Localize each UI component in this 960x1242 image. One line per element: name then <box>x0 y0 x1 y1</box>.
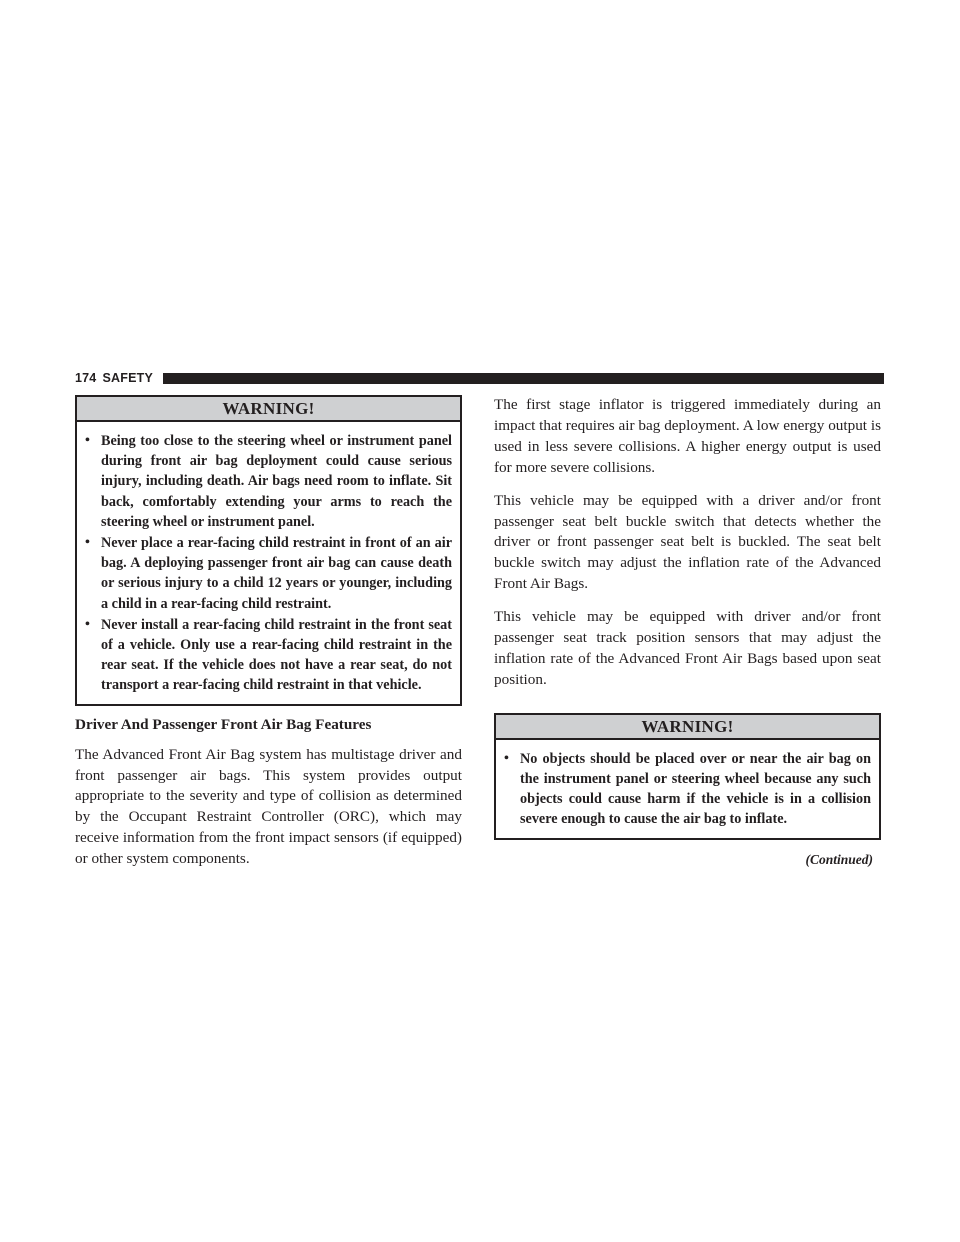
warning-box-left <box>75 395 462 706</box>
page-number: 174 <box>75 371 97 385</box>
body-paragraph: This vehicle may be equipped with a driver and/or front passenger seat belt buckle switch that detects whether the driver or front passenger seat belt is buckled. The seat belt buckle switch may adjust the inflation rate of the Advanced Front Air Bags. <box>494 491 881 593</box>
bullet-icon: • <box>85 433 90 448</box>
warning-item <box>85 431 452 532</box>
body-paragraph: The first stage inflator is triggered immediately during an impact that requires air bag deployment. A low energy output is used in less severe collisions. A higher energy output is used for more severe collisions. <box>494 396 881 476</box>
bullet-icon: • <box>85 616 90 632</box>
header-rule <box>163 373 884 384</box>
warning-text: Never install a rear-facing child restraint in the front seat of a vehicle. Only use a rear-facing child restraint in the rear seat. If the vehicle does not have a rear seat, do not transport a rear-facing child restraint in that vehicle. <box>101 616 452 694</box>
warning-text: No objects should be placed over or near the air bag on the instrument panel or steering wheel because any such objects could cause harm if the vehicle is in a collision severe enough to cause the air bag to inflate. <box>520 750 871 828</box>
page-header <box>75 370 884 386</box>
right-column <box>494 395 881 869</box>
left-column <box>75 395 462 880</box>
continued-note: (Continued) <box>805 851 873 867</box>
warning-item <box>85 533 452 614</box>
warning-list <box>77 422 460 704</box>
warning-item <box>504 749 871 830</box>
warning-text: Never place a rear-facing child restraint in front of an air bag. A deploying passenger front air bag can cause death or serious injury to a child 12 years or younger, including a child in a rear-facing child restraint. <box>101 535 452 612</box>
body-paragraph: The Advanced Front Air Bag system has multistage driver and front passenger air bags. This system provides output appropriate to the severity and type of collision as determined by the Occupant Restraint Controller (ORC), which may receive information from the front impact sensors (if equipped) or other system components. <box>75 745 462 868</box>
warning-list <box>496 740 879 838</box>
section-title: SAFETY <box>102 371 153 385</box>
warning-text: Being too close to the steering wheel or instrument panel during front air bag deployment could cause serious injury, including death. Air bags need room to inflate. Sit back, comfortably extending your arms to reach the steering wheel or instrument panel. <box>101 433 452 530</box>
warning-title: WARNING! <box>496 715 879 740</box>
warning-box-right <box>494 713 881 840</box>
body-paragraph: This vehicle may be equipped with driver and/or front passenger seat track position sensors that may adjust the inflation rate of the Advanced Front Air Bags based upon seat position. <box>494 608 881 688</box>
bullet-icon: • <box>504 750 509 766</box>
bullet-icon: • <box>85 535 90 551</box>
section-heading: Driver And Passenger Front Air Bag Features <box>75 715 372 733</box>
warning-item <box>85 615 452 696</box>
warning-title: WARNING! <box>77 397 460 422</box>
header-label <box>75 370 163 386</box>
